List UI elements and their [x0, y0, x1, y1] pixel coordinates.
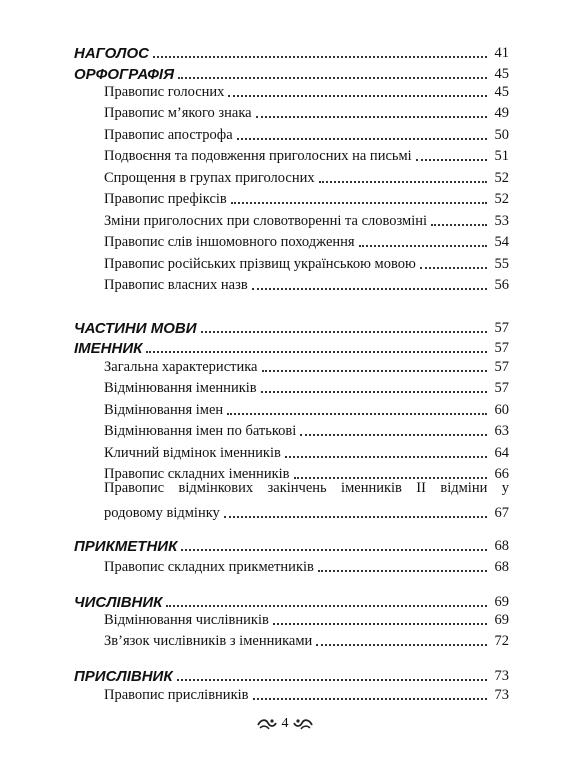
toc-entry	[104, 145, 509, 165]
toc-entry-page: 52	[494, 170, 509, 186]
toc-entry-page: 49	[494, 105, 509, 121]
toc-entry-title: ЧИСЛІВНИК	[74, 594, 163, 611]
toc-entry-page: 55	[494, 256, 509, 272]
toc-entry-title: ЧАСТИНИ МОВИ	[74, 320, 197, 337]
dot-leader	[319, 169, 487, 183]
toc-entry	[74, 337, 509, 357]
dot-leader	[294, 465, 488, 479]
toc-entry-page: 52	[494, 191, 509, 207]
toc-entry-page: 50	[494, 127, 509, 143]
toc-entry	[104, 102, 509, 122]
toc-entry	[74, 591, 509, 611]
toc-entry-title: ПРИКМЕТНИК	[74, 538, 178, 555]
dot-leader	[231, 190, 487, 204]
toc-entry-title: ОРФОГРАФІЯ	[74, 66, 175, 83]
toc-entry-title: Зв’язок числівників з іменниками	[104, 633, 313, 649]
dot-leader	[420, 255, 487, 269]
toc-entry	[104, 377, 509, 397]
dot-leader	[224, 504, 487, 518]
toc-entry-title: Зміни приголосних при словотворенні та словозміні	[104, 213, 428, 229]
toc-entry	[74, 63, 509, 83]
toc-entry-page: 73	[494, 687, 509, 703]
toc-entry-title: Правопис складних іменників	[104, 466, 290, 482]
toc-entry-title: Загальна характеристика	[104, 359, 258, 375]
dot-leader	[416, 147, 487, 161]
dot-leader	[228, 83, 487, 97]
dot-leader	[237, 126, 487, 140]
toc-entry	[104, 609, 509, 629]
toc-entry-title: Правопис прислівників	[104, 687, 249, 703]
dot-leader	[146, 339, 487, 353]
toc-entry-page: 57	[494, 320, 509, 336]
toc-entry	[104, 502, 509, 522]
toc-entry-page: 53	[494, 213, 509, 229]
toc-entry-page: 57	[494, 380, 509, 396]
toc-entry	[74, 535, 509, 555]
dot-leader	[256, 104, 487, 118]
toc-entry	[74, 317, 509, 337]
toc-entry	[104, 274, 509, 294]
toc-entry-title: Подвоєння та подовження приголосних на письмі	[104, 148, 412, 164]
toc-entry-page: 60	[494, 402, 509, 418]
dot-leader	[261, 379, 487, 393]
dot-leader	[178, 65, 487, 79]
toc-entry	[104, 630, 509, 650]
toc-entry	[104, 81, 509, 101]
dot-leader	[177, 667, 487, 681]
toc-entry	[104, 167, 509, 187]
toc-entry-title: Відмінювання імен по батькові	[104, 423, 297, 439]
dot-leader	[262, 358, 488, 372]
toc-entry	[104, 124, 509, 144]
toc-entry	[104, 210, 509, 230]
page-number: 4	[281, 716, 289, 731]
left-ornament-icon	[256, 717, 278, 731]
dot-leader	[166, 593, 487, 607]
toc-entry-page: 69	[494, 594, 509, 610]
toc-entry	[104, 188, 509, 208]
dot-leader	[153, 44, 487, 58]
toc-entry-page: 68	[494, 559, 509, 575]
dot-leader	[300, 422, 487, 436]
toc-entry-page: 69	[494, 612, 509, 628]
toc-entry-title: Правопис м’якого знака	[104, 105, 252, 121]
toc-entry-title: Правопис слів іншомовного походження	[104, 234, 355, 250]
dot-leader	[285, 444, 487, 458]
toc-entry-page: 64	[494, 445, 509, 461]
dot-leader	[273, 611, 487, 625]
toc-entry-page: 56	[494, 277, 509, 293]
toc-entry-title: ПРИСЛІВНИК	[74, 668, 173, 685]
toc-entry-title: НАГОЛОС	[74, 45, 149, 62]
right-ornament-icon	[292, 717, 314, 731]
toc-entry-page: 57	[494, 340, 509, 356]
toc-entry-title: Правопис власних назв	[104, 277, 248, 293]
toc-entry	[104, 399, 509, 419]
toc-entry-page: 54	[494, 234, 509, 250]
toc-entry	[74, 42, 509, 62]
toc-entry-page: 41	[494, 45, 509, 61]
toc-entry-title: Правопис голосних	[104, 84, 225, 100]
toc-entry	[104, 556, 509, 576]
toc-entry	[104, 356, 509, 376]
toc-entry-page: 45	[494, 66, 509, 82]
toc-entry-page: 57	[494, 359, 509, 375]
toc-entry	[104, 231, 509, 251]
toc-entry-title: Спрощення в групах приголосних	[104, 170, 315, 186]
dot-leader	[253, 686, 488, 700]
dot-leader	[227, 401, 487, 415]
toc-entry-page: 63	[494, 423, 509, 439]
toc-entry-page: 51	[494, 148, 509, 164]
toc-entry	[104, 442, 509, 462]
dot-leader	[318, 558, 487, 572]
dot-leader	[431, 212, 487, 226]
toc-entry	[104, 420, 509, 440]
toc-entry-title: Відмінювання числівників	[104, 612, 269, 628]
toc-entry-page: 66	[494, 466, 509, 482]
toc-entry-title: ІМЕННИК	[74, 340, 143, 357]
dot-leader	[359, 233, 487, 247]
dot-leader	[316, 632, 487, 646]
toc-entry-page: 67	[494, 505, 509, 521]
toc-entry-title: Правопис складних прикметників	[104, 559, 314, 575]
toc-entry-title: Правопис російських прізвищ українською мовою	[104, 256, 416, 272]
toc-entry	[74, 665, 509, 685]
toc-entry-page: 73	[494, 668, 509, 684]
page-footer	[0, 716, 570, 732]
toc-entry-title: Кличний відмінок іменників	[104, 445, 281, 461]
dot-leader	[252, 276, 487, 290]
toc-entry	[104, 253, 509, 273]
toc-entry-title: Відмінювання імен	[104, 402, 224, 418]
toc-entry-page: 68	[494, 538, 509, 554]
toc-entry	[104, 684, 509, 704]
dot-leader	[181, 537, 487, 551]
dot-leader	[201, 319, 488, 333]
toc-entry-title: Правопис апострофа	[104, 127, 233, 143]
toc-entry-page: 72	[494, 633, 509, 649]
toc-entry-title: родовому відмінку	[104, 505, 220, 521]
toc-entry-page: 45	[494, 84, 509, 100]
toc-entry-title-line: Правопис відмінкових закінчень іменників ІІ відміни у	[104, 480, 509, 496]
toc-entry-title: Правопис префіксів	[104, 191, 227, 207]
toc-entry-title: Відмінювання іменників	[104, 380, 257, 396]
